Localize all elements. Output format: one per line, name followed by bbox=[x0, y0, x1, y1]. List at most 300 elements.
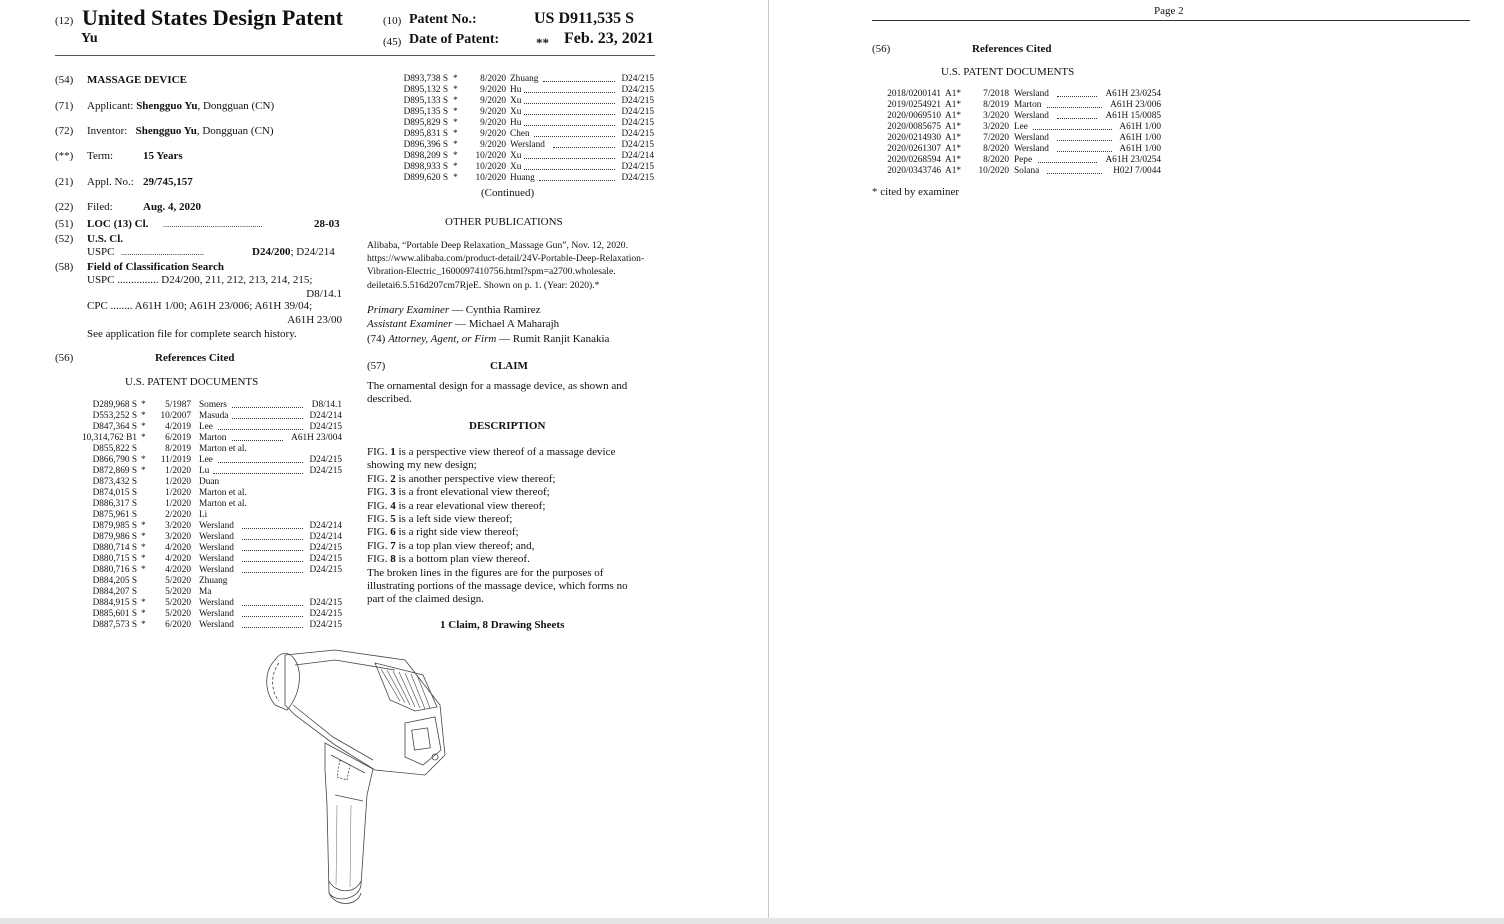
reference-class: D24/215 bbox=[309, 565, 342, 575]
reference-inventor: Lee bbox=[199, 455, 213, 465]
reference-date: 10/2020 bbox=[475, 151, 506, 161]
reference-inventor: Zhuang bbox=[510, 74, 539, 84]
reference-kind: * bbox=[141, 411, 146, 421]
reference-number: D899,620 S bbox=[403, 173, 448, 183]
other-publications-title: OTHER PUBLICATIONS bbox=[445, 216, 563, 228]
fig-prefix: FIG. bbox=[367, 446, 391, 458]
term-stars: ** bbox=[536, 35, 549, 50]
header-rule bbox=[55, 55, 655, 56]
reference-inventor: Wersland bbox=[199, 620, 234, 630]
page2-code-56: (56) bbox=[872, 43, 891, 55]
patent-number: US D911,535 S bbox=[534, 10, 635, 27]
patent-no-label: Patent No.: bbox=[409, 12, 477, 27]
reference-class: A61H 1/00 bbox=[1119, 133, 1161, 143]
us-patent-docs-heading: U.S. PATENT DOCUMENTS bbox=[125, 376, 259, 388]
reference-date: 5/1987 bbox=[165, 400, 191, 410]
reference-leader bbox=[1057, 89, 1097, 97]
reference-row bbox=[74, 609, 342, 620]
uspc-primary: D24/200 bbox=[252, 246, 291, 258]
reference-leader bbox=[242, 598, 303, 606]
reference-number: D885,601 S bbox=[92, 609, 137, 619]
reference-row bbox=[390, 96, 654, 107]
reference-row bbox=[74, 488, 342, 499]
reference-date: 9/2020 bbox=[480, 118, 506, 128]
reference-class: H02J 7/0044 bbox=[1113, 166, 1161, 176]
reference-number: 2020/0069510 bbox=[887, 111, 941, 121]
reference-inventor: Solana bbox=[1014, 166, 1040, 176]
reference-kind: * bbox=[453, 140, 458, 150]
reference-class: D24/215 bbox=[621, 118, 654, 128]
reference-inventor: Wersland bbox=[199, 565, 234, 575]
reference-inventor: Lee bbox=[1014, 122, 1028, 132]
reference-row bbox=[74, 477, 342, 488]
description-line bbox=[367, 486, 550, 499]
reference-kind: * bbox=[141, 543, 146, 553]
reference-kind: * bbox=[141, 422, 146, 432]
code-term: (**) bbox=[55, 150, 74, 162]
reference-number: D893,738 S bbox=[403, 74, 448, 84]
reference-kind: * bbox=[453, 173, 458, 183]
reference-inventor: Wersland bbox=[199, 521, 234, 531]
reference-kind: * bbox=[141, 565, 146, 575]
reference-leader bbox=[242, 554, 303, 562]
fig-text: is a right side view thereof; bbox=[395, 526, 519, 539]
reference-inventor: Xu bbox=[510, 107, 522, 117]
term-label: Term: bbox=[87, 150, 114, 162]
reference-date: 8/2020 bbox=[983, 144, 1009, 154]
reference-class: D24/215 bbox=[309, 620, 342, 630]
loc-value: 28-03 bbox=[314, 218, 340, 230]
reference-number: D875,961 S bbox=[92, 510, 137, 520]
reference-class: D24/215 bbox=[621, 85, 654, 95]
reference-date: 9/2020 bbox=[480, 96, 506, 106]
reference-date: 10/2007 bbox=[160, 411, 191, 421]
reference-row bbox=[873, 144, 1161, 155]
reference-number: D873,432 S bbox=[92, 477, 137, 487]
other-pub-line4: deiletai6.5.516d207cm7RjeE. Shown on p. 1. (Year: 2020).* bbox=[367, 280, 600, 291]
reference-kind: * bbox=[453, 129, 458, 139]
reference-date: 3/2020 bbox=[983, 111, 1009, 121]
assistant-examiner-name: — Michael A Maharajh bbox=[452, 318, 560, 330]
reference-date: 1/2020 bbox=[165, 499, 191, 509]
reference-date: 1/2020 bbox=[165, 466, 191, 476]
reference-class: D24/215 bbox=[621, 162, 654, 172]
reference-kind: * bbox=[453, 85, 458, 95]
reference-date: 9/2020 bbox=[480, 85, 506, 95]
fig-text: illustrating portions of the massage device, which forms no bbox=[367, 580, 628, 592]
reference-row bbox=[74, 444, 342, 455]
description-line bbox=[367, 567, 603, 580]
reference-leader bbox=[242, 609, 303, 617]
reference-number: 2020/0261307 bbox=[887, 144, 941, 154]
reference-class: D24/215 bbox=[309, 609, 342, 619]
reference-class: A61H 1/00 bbox=[1119, 122, 1161, 132]
invention-title: MASSAGE DEVICE bbox=[87, 74, 187, 86]
reference-inventor: Marton bbox=[1014, 100, 1042, 110]
reference-inventor: Wersland bbox=[1014, 111, 1049, 121]
description-line bbox=[367, 593, 484, 606]
reference-class: D24/215 bbox=[309, 422, 342, 432]
reference-class: D24/215 bbox=[621, 129, 654, 139]
attorney-label: Attorney, Agent, or Firm bbox=[388, 333, 497, 345]
description-line bbox=[367, 553, 530, 566]
reference-leader bbox=[242, 532, 303, 540]
inventor-surname: Yu bbox=[81, 31, 98, 46]
reference-row bbox=[390, 173, 654, 184]
reference-number: D880,716 S bbox=[92, 565, 137, 575]
reference-class: D24/215 bbox=[621, 74, 654, 84]
applicant-name: Shengguo Yu bbox=[136, 100, 198, 112]
reference-inventor: Wersland bbox=[1014, 144, 1049, 154]
fig-number: 3 bbox=[390, 486, 396, 499]
reference-row bbox=[390, 85, 654, 96]
reference-number: D898,933 S bbox=[403, 162, 448, 172]
fig-text: is a rear elevational view thereof; bbox=[395, 499, 546, 512]
fig-prefix: FIG. bbox=[367, 472, 391, 485]
us-cl-label: U.S. Cl. bbox=[87, 233, 124, 245]
page2-us-patent-docs-heading: U.S. PATENT DOCUMENTS bbox=[941, 66, 1075, 78]
reference-row bbox=[873, 133, 1161, 144]
fig-number: 8 bbox=[390, 553, 396, 566]
fig-text: showing my new design; bbox=[367, 459, 477, 472]
code-21: (21) bbox=[55, 176, 74, 188]
assistant-examiner bbox=[367, 318, 559, 330]
reference-row bbox=[74, 411, 342, 422]
filed-value: Aug. 4, 2020 bbox=[143, 201, 202, 213]
reference-number: D866,790 S bbox=[92, 455, 137, 465]
reference-row bbox=[390, 107, 654, 118]
reference-leader bbox=[534, 129, 616, 137]
reference-number: D847,364 S bbox=[92, 422, 137, 432]
reference-inventor: Marton et al. bbox=[199, 488, 247, 498]
other-pub-line1: Alibaba, “Portable Deep Relaxation_Massage Gun”, Nov. 12, 2020. bbox=[367, 240, 629, 251]
reference-row bbox=[390, 151, 654, 162]
reference-date: 8/2020 bbox=[983, 155, 1009, 165]
reference-leader bbox=[218, 422, 304, 430]
reference-date: 3/2020 bbox=[165, 521, 191, 531]
reference-date: 8/2019 bbox=[165, 444, 191, 454]
reference-number: D879,985 S bbox=[92, 521, 137, 531]
fig-text: is a left side view thereof; bbox=[395, 513, 513, 525]
reference-class: D24/214 bbox=[621, 151, 654, 161]
reference-inventor: Marton et al. bbox=[199, 444, 247, 454]
fig-text: is another perspective view thereof; bbox=[395, 472, 556, 485]
see-application-note: See application file for complete search history. bbox=[87, 328, 297, 340]
fig-prefix: FIG. bbox=[367, 526, 391, 539]
reference-number: D898,209 S bbox=[403, 151, 448, 161]
reference-inventor: Somers bbox=[199, 400, 227, 410]
reference-class: A61H 23/0254 bbox=[1105, 155, 1161, 165]
reference-inventor: Huang bbox=[510, 173, 535, 183]
applicant-location: , Dongguan (CN) bbox=[197, 100, 275, 112]
reference-number: 2020/0343746 bbox=[887, 166, 941, 176]
reference-row bbox=[74, 598, 342, 609]
date-of-patent-label: Date of Patent: bbox=[409, 32, 500, 47]
reference-date: 1/2020 bbox=[165, 477, 191, 487]
reference-leader bbox=[232, 433, 283, 441]
reference-inventor: Li bbox=[199, 510, 208, 520]
reference-class: D24/215 bbox=[309, 554, 342, 564]
fig-number: 7 bbox=[390, 539, 396, 552]
loc-label: LOC (13) Cl. bbox=[87, 218, 149, 230]
reference-leader bbox=[524, 151, 616, 159]
reference-class: D24/215 bbox=[621, 140, 654, 150]
reference-row bbox=[873, 89, 1161, 100]
description-line bbox=[367, 500, 545, 513]
reference-kind: * bbox=[141, 400, 146, 410]
reference-number: D895,132 S bbox=[403, 85, 448, 95]
reference-class: D24/215 bbox=[309, 466, 342, 476]
reference-row bbox=[74, 455, 342, 466]
reference-number: D884,207 S bbox=[92, 587, 137, 597]
reference-number: D886,317 S bbox=[92, 499, 137, 509]
code-54: (54) bbox=[55, 74, 74, 86]
reference-number: 2019/0254921 bbox=[887, 100, 941, 110]
reference-number: D855,822 S bbox=[92, 444, 137, 454]
reference-inventor: Pepe bbox=[1014, 155, 1033, 165]
reference-date: 4/2020 bbox=[165, 565, 191, 575]
reference-leader bbox=[1047, 100, 1102, 108]
inventor-location: , Dongguan (CN) bbox=[196, 125, 274, 137]
reference-inventor: Hu bbox=[510, 85, 522, 95]
reference-kind: * bbox=[141, 620, 146, 630]
reference-date: 4/2020 bbox=[165, 554, 191, 564]
reference-class: D24/215 bbox=[309, 598, 342, 608]
reference-number: D553,252 S bbox=[92, 411, 137, 421]
reference-row bbox=[873, 155, 1161, 166]
code-52: (52) bbox=[55, 233, 74, 245]
reference-row bbox=[74, 433, 342, 444]
description-line bbox=[367, 513, 512, 526]
fig-prefix: FIG. bbox=[367, 513, 391, 525]
reference-inventor: Chen bbox=[510, 129, 530, 139]
reference-row bbox=[74, 466, 342, 477]
reference-date: 5/2020 bbox=[165, 598, 191, 608]
reference-class: A61H 23/0254 bbox=[1105, 89, 1161, 99]
reference-inventor: Xu bbox=[510, 151, 522, 161]
reference-kind: A1* bbox=[945, 155, 962, 165]
reference-inventor: Wersland bbox=[199, 598, 234, 608]
assistant-examiner-label: Assistant Examiner bbox=[367, 318, 453, 330]
reference-leader bbox=[524, 96, 616, 104]
other-pub-line2: https://www.alibaba.com/product-detail/24V-Portable-Deep-Relaxation- bbox=[367, 253, 645, 264]
reference-row bbox=[390, 118, 654, 129]
reference-inventor: Marton et al. bbox=[199, 499, 247, 509]
patent-page-2 bbox=[769, 0, 1504, 924]
primary-examiner-name: — Cynthia Ramirez bbox=[449, 304, 541, 316]
reference-class: D8/14.1 bbox=[311, 400, 342, 410]
reference-inventor: Wersland bbox=[199, 543, 234, 553]
code-22: (22) bbox=[55, 201, 74, 213]
description-line bbox=[367, 540, 534, 553]
reference-leader bbox=[524, 85, 616, 93]
reference-row bbox=[74, 422, 342, 433]
reference-date: 2/2020 bbox=[165, 510, 191, 520]
reference-inventor: Marton bbox=[199, 433, 227, 443]
reference-date: 11/2019 bbox=[160, 455, 191, 465]
reference-inventor: Wersland bbox=[1014, 89, 1049, 99]
reference-date: 9/2020 bbox=[480, 140, 506, 150]
loc-leader: ................................................ bbox=[163, 220, 263, 229]
reference-inventor: Duan bbox=[199, 477, 220, 487]
reference-leader bbox=[1033, 122, 1112, 130]
reference-inventor: Ma bbox=[199, 587, 212, 597]
reference-kind: A1* bbox=[945, 100, 962, 110]
fig-number: 2 bbox=[390, 472, 396, 485]
primary-examiner bbox=[367, 304, 541, 316]
reference-number: D872,869 S bbox=[92, 466, 137, 476]
reference-class: D24/214 bbox=[309, 521, 342, 531]
fig-text: part of the claimed design. bbox=[367, 593, 484, 606]
reference-row bbox=[873, 122, 1161, 133]
fig-text: is a perspective view thereof of a massage device bbox=[395, 446, 616, 458]
uspc-secondary: ; D24/214 bbox=[290, 246, 335, 258]
description-line bbox=[367, 459, 477, 472]
reference-inventor: Xu bbox=[510, 162, 522, 172]
references-cited-title: References Cited bbox=[155, 352, 235, 364]
fig-number: 5 bbox=[390, 513, 396, 525]
reference-leader bbox=[524, 107, 616, 115]
reference-kind: * bbox=[141, 466, 146, 476]
reference-kind: * bbox=[141, 554, 146, 564]
reference-number: D895,133 S bbox=[403, 96, 448, 106]
reference-number: 2018/0200141 bbox=[887, 89, 941, 99]
reference-date: 8/2020 bbox=[480, 74, 506, 84]
reference-kind: * bbox=[141, 532, 146, 542]
reference-kind: A1* bbox=[945, 133, 962, 143]
reference-leader bbox=[543, 74, 615, 82]
claim-title: CLAIM bbox=[490, 360, 528, 372]
appl-no-value: 29/745,157 bbox=[143, 176, 193, 188]
reference-kind: * bbox=[453, 96, 458, 106]
reference-row bbox=[74, 587, 342, 598]
reference-inventor: Lu bbox=[199, 466, 210, 476]
reference-inventor: Wersland bbox=[199, 532, 234, 542]
claims-sheets-summary: 1 Claim, 8 Drawing Sheets bbox=[440, 619, 565, 631]
reference-date: 9/2020 bbox=[480, 107, 506, 117]
filed-label: Filed: bbox=[87, 201, 113, 213]
term-value: 15 Years bbox=[143, 150, 183, 162]
reference-kind: * bbox=[141, 433, 146, 443]
reference-date: 1/2020 bbox=[165, 488, 191, 498]
reference-row bbox=[74, 620, 342, 631]
reference-kind: * bbox=[453, 74, 458, 84]
document-type-title: United States Design Patent bbox=[82, 5, 343, 30]
reference-kind: * bbox=[141, 609, 146, 619]
reference-row bbox=[390, 162, 654, 173]
reference-row bbox=[74, 554, 342, 565]
reference-row bbox=[873, 111, 1161, 122]
page2-references-title: References Cited bbox=[972, 43, 1052, 55]
fig-number: 1 bbox=[390, 446, 396, 458]
fig-text: is a top plan view thereof; and, bbox=[395, 539, 535, 552]
reference-date: 3/2020 bbox=[983, 122, 1009, 132]
fig-text: is a front elevational view thereof; bbox=[395, 486, 550, 499]
reference-row bbox=[74, 532, 342, 543]
description-line bbox=[367, 526, 519, 539]
reference-number: D880,714 S bbox=[92, 543, 137, 553]
appl-no-label: Appl. No.: bbox=[87, 176, 134, 188]
claim-line2: described. bbox=[367, 393, 412, 405]
reference-leader bbox=[553, 140, 615, 148]
description-line bbox=[367, 446, 615, 459]
uspc-leader: ........................................ bbox=[121, 248, 204, 257]
reference-kind: A1* bbox=[945, 144, 962, 154]
code-72: (72) bbox=[55, 125, 74, 137]
applicant-line bbox=[87, 100, 274, 112]
reference-leader bbox=[524, 118, 616, 126]
field-uspc-line2: D8/14.1 bbox=[306, 288, 342, 300]
reference-class: D24/215 bbox=[621, 96, 654, 106]
code-12: (12) bbox=[55, 15, 74, 27]
reference-row bbox=[74, 510, 342, 521]
description-title: DESCRIPTION bbox=[469, 420, 546, 432]
field-search-label: Field of Classification Search bbox=[87, 261, 224, 273]
description-line bbox=[367, 580, 628, 593]
date-of-patent: Feb. 23, 2021 bbox=[564, 30, 654, 47]
fig-prefix: FIG. bbox=[367, 539, 391, 552]
reference-inventor: Masuda bbox=[199, 411, 229, 421]
reference-kind: A1* bbox=[945, 89, 962, 99]
reference-leader bbox=[1057, 111, 1097, 119]
reference-row bbox=[873, 100, 1161, 111]
reference-row bbox=[74, 565, 342, 576]
code-71: (71) bbox=[55, 100, 74, 112]
reference-number: D884,205 S bbox=[92, 576, 137, 586]
inventor-label: Inventor: bbox=[87, 125, 128, 137]
fig-prefix: FIG. bbox=[367, 499, 391, 512]
reference-class: D24/214 bbox=[309, 532, 342, 542]
code-74: (74) bbox=[367, 333, 389, 345]
reference-date: 5/2020 bbox=[165, 576, 191, 586]
reference-number: 10,314,762 B1 bbox=[81, 433, 137, 443]
reference-inventor: Wersland bbox=[199, 609, 234, 619]
continued-note: (Continued) bbox=[481, 187, 535, 199]
reference-leader bbox=[232, 400, 303, 408]
reference-leader bbox=[1038, 155, 1097, 163]
uspc-label: USPC bbox=[87, 246, 115, 258]
fig-number: 6 bbox=[390, 526, 396, 539]
reference-date: 7/2020 bbox=[983, 133, 1009, 143]
reference-leader bbox=[242, 521, 303, 529]
reference-row bbox=[390, 74, 654, 85]
reference-row bbox=[873, 166, 1161, 177]
reference-number: D884,915 S bbox=[92, 598, 137, 608]
reference-kind: * bbox=[141, 598, 146, 608]
reference-class: A61H 15/0085 bbox=[1105, 111, 1161, 121]
reference-class: D24/215 bbox=[309, 455, 342, 465]
reference-leader bbox=[1047, 166, 1102, 174]
reference-number: 2020/0085675 bbox=[887, 122, 941, 132]
code-51: (51) bbox=[55, 218, 74, 230]
field-uspc-line1: USPC ............... D24/200, 211, 212, 213, 214, 215; bbox=[87, 274, 313, 286]
reference-kind: * bbox=[453, 118, 458, 128]
reference-kind: * bbox=[141, 521, 146, 531]
reference-row bbox=[74, 543, 342, 554]
reference-number: D880,715 S bbox=[92, 554, 137, 564]
reference-class: A61H 23/004 bbox=[291, 433, 342, 443]
cpc-line1: CPC ........ A61H 1/00; A61H 23/006; A61H 39/04; bbox=[87, 300, 313, 312]
reference-date: 4/2020 bbox=[165, 543, 191, 553]
bottom-scrollbar-track[interactable] bbox=[0, 918, 1504, 924]
reference-leader bbox=[213, 466, 304, 474]
reference-inventor: Wersland bbox=[1014, 133, 1049, 143]
fig-prefix: FIG. bbox=[367, 553, 391, 566]
applicant-label: Applicant: bbox=[87, 100, 134, 112]
reference-number: D874,015 S bbox=[92, 488, 137, 498]
reference-number: D289,968 S bbox=[92, 400, 137, 410]
reference-date: 6/2019 bbox=[165, 433, 191, 443]
